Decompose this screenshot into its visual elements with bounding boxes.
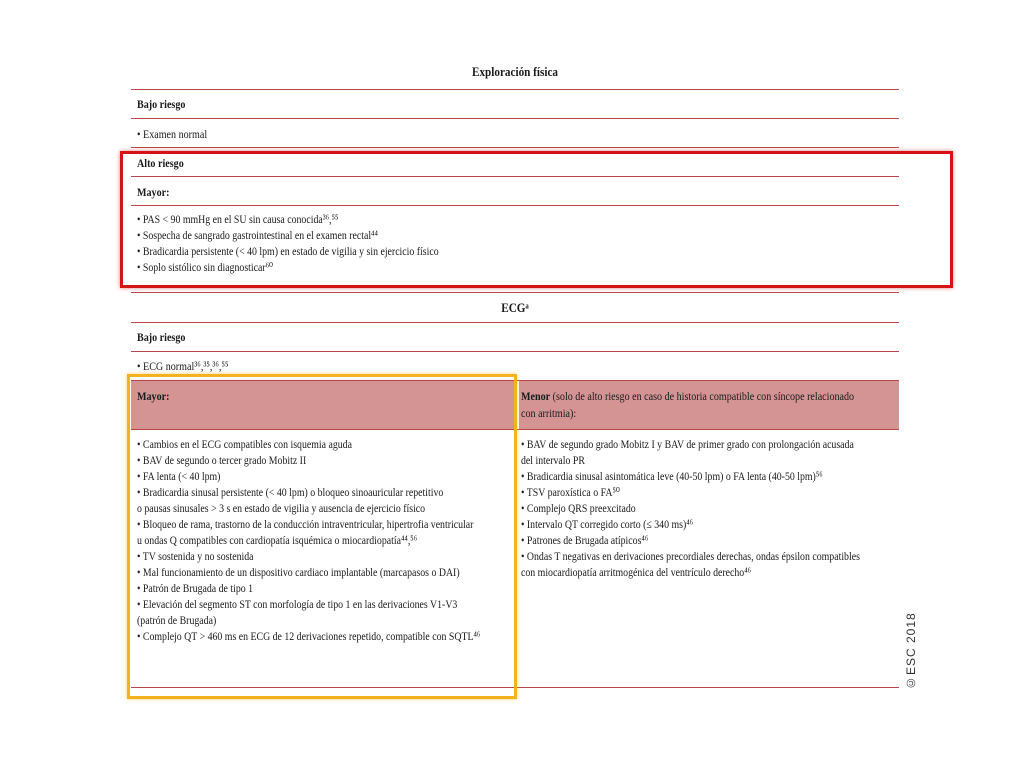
list-item: • Bradicardia sinusal persistente (< 40 lpm) o bloqueo sinoauricular repetitivo: [137, 485, 444, 499]
list-item: • Bloqueo de rama, trastorno de la conducción intraventricular, hipertrofia ventricular: [137, 517, 474, 531]
list-item: • Complejo QT > 460 ms en ECG de 12 derivaciones repetido, compatible con SQTL⁴⁶: [137, 629, 481, 643]
label-bajo-riesgo-exploracion: Bajo riesgo: [137, 97, 186, 111]
list-item: • Cambios en el ECG compatibles con isquemia aguda: [137, 437, 352, 451]
rule: [131, 147, 899, 148]
copyright-notice: ©ESC 2018: [904, 612, 918, 690]
rule: [131, 322, 899, 323]
list-item: • Bradicardia sinusal asintomática leve (40-50 lpm) o FA lenta (40-50 lpm)⁵⁶: [521, 469, 823, 483]
section-title-ecg: ECGᵃ: [501, 300, 529, 315]
rule: [131, 89, 899, 90]
list-item: • Intervalo QT corregido corto (≤ 340 ms)⁴⁶: [521, 517, 694, 531]
list-item: • Patrón de Brugada de tipo 1: [137, 581, 254, 595]
list-item: • Mal funcionamiento de un dispositivo cardiaco implantable (marcapasos o DAI): [137, 565, 460, 579]
alto-riesgo-list: [137, 211, 505, 275]
list-item: • TV sostenida y no sostenida: [137, 549, 254, 563]
rule: [131, 118, 899, 119]
list-item: • Sospecha de sangrado gastrointestinal en el examen rectal⁴⁴: [137, 228, 378, 242]
rule: [131, 351, 899, 352]
label-mayor-exploracion: Mayor:: [137, 185, 170, 199]
list-item: • Complejo QRS preexcitado: [521, 501, 636, 515]
mayor-header-cell: [131, 380, 515, 429]
label-alto-riesgo: Alto riesgo: [137, 156, 184, 170]
list-item: • BAV de segundo grado Mobitz I y BAV de primer grado con prolongación acusada: [521, 437, 854, 451]
rule: [131, 687, 899, 688]
list-item: con miocardiopatía arritmogénica del ventrículo derecho⁴⁶: [521, 565, 752, 579]
list-item: u ondas Q compatibles con cardiopatía isquémica o miocardiopatía⁴⁴,⁵⁶: [137, 533, 418, 547]
list-item: • Bradicardia persistente (< 40 lpm) en estado de vigilia y sin ejercicio físico: [137, 244, 439, 258]
rule: [131, 205, 899, 206]
mayor-ecg-list: [137, 436, 556, 644]
list-item: • TSV paroxística o FA⁵⁰: [521, 485, 620, 499]
list-item: o pausas sinusales > 3 s en estado de vigilia y ausencia de ejercicio físico: [137, 501, 426, 515]
list-item: • Soplo sistólico sin diagnosticar⁶⁰: [137, 260, 274, 274]
list-item: (patrón de Brugada): [137, 613, 217, 627]
menor-label-cont: con arritmia):: [521, 406, 577, 420]
list-item: • Patrones de Brugada atípicos⁴⁶: [521, 533, 649, 547]
label-mayor-ecg: Mayor:: [137, 389, 170, 403]
list-item: • BAV de segundo o tercer grado Mobitz II: [137, 453, 307, 467]
rule: [131, 429, 899, 430]
list-item: • FA lenta (< 40 lpm): [137, 469, 221, 483]
menor-label-rest: (solo de alto riesgo en caso de historia compatible con síncope relacionado: [550, 389, 855, 403]
list-item: • Examen normal: [137, 127, 208, 141]
label-bajo-riesgo-ecg: Bajo riesgo: [137, 330, 186, 344]
section-title-exploracion: Exploración física: [471, 64, 559, 79]
list-item: • ECG normal³⁶,³⁵,³⁶,⁵⁵: [137, 359, 229, 373]
list-item: • Elevación del segmento ST con morfología de tipo 1 en las derivaciones V1-V3: [137, 597, 458, 611]
rule: [131, 176, 899, 177]
label-menor-ecg: [521, 388, 854, 404]
menor-label-bold: Menor: [521, 389, 551, 403]
list-item: • PAS < 90 mmHg en el SU sin causa conocida³⁶,⁵⁵: [137, 212, 339, 226]
rule: [131, 292, 899, 293]
rule: [131, 380, 899, 381]
list-item: • Ondas T negativas en derivaciones precordiales derechas, ondas épsilon compatibles: [521, 549, 860, 563]
menor-ecg-list: [521, 436, 934, 580]
list-item: del intervalo PR: [521, 453, 585, 467]
